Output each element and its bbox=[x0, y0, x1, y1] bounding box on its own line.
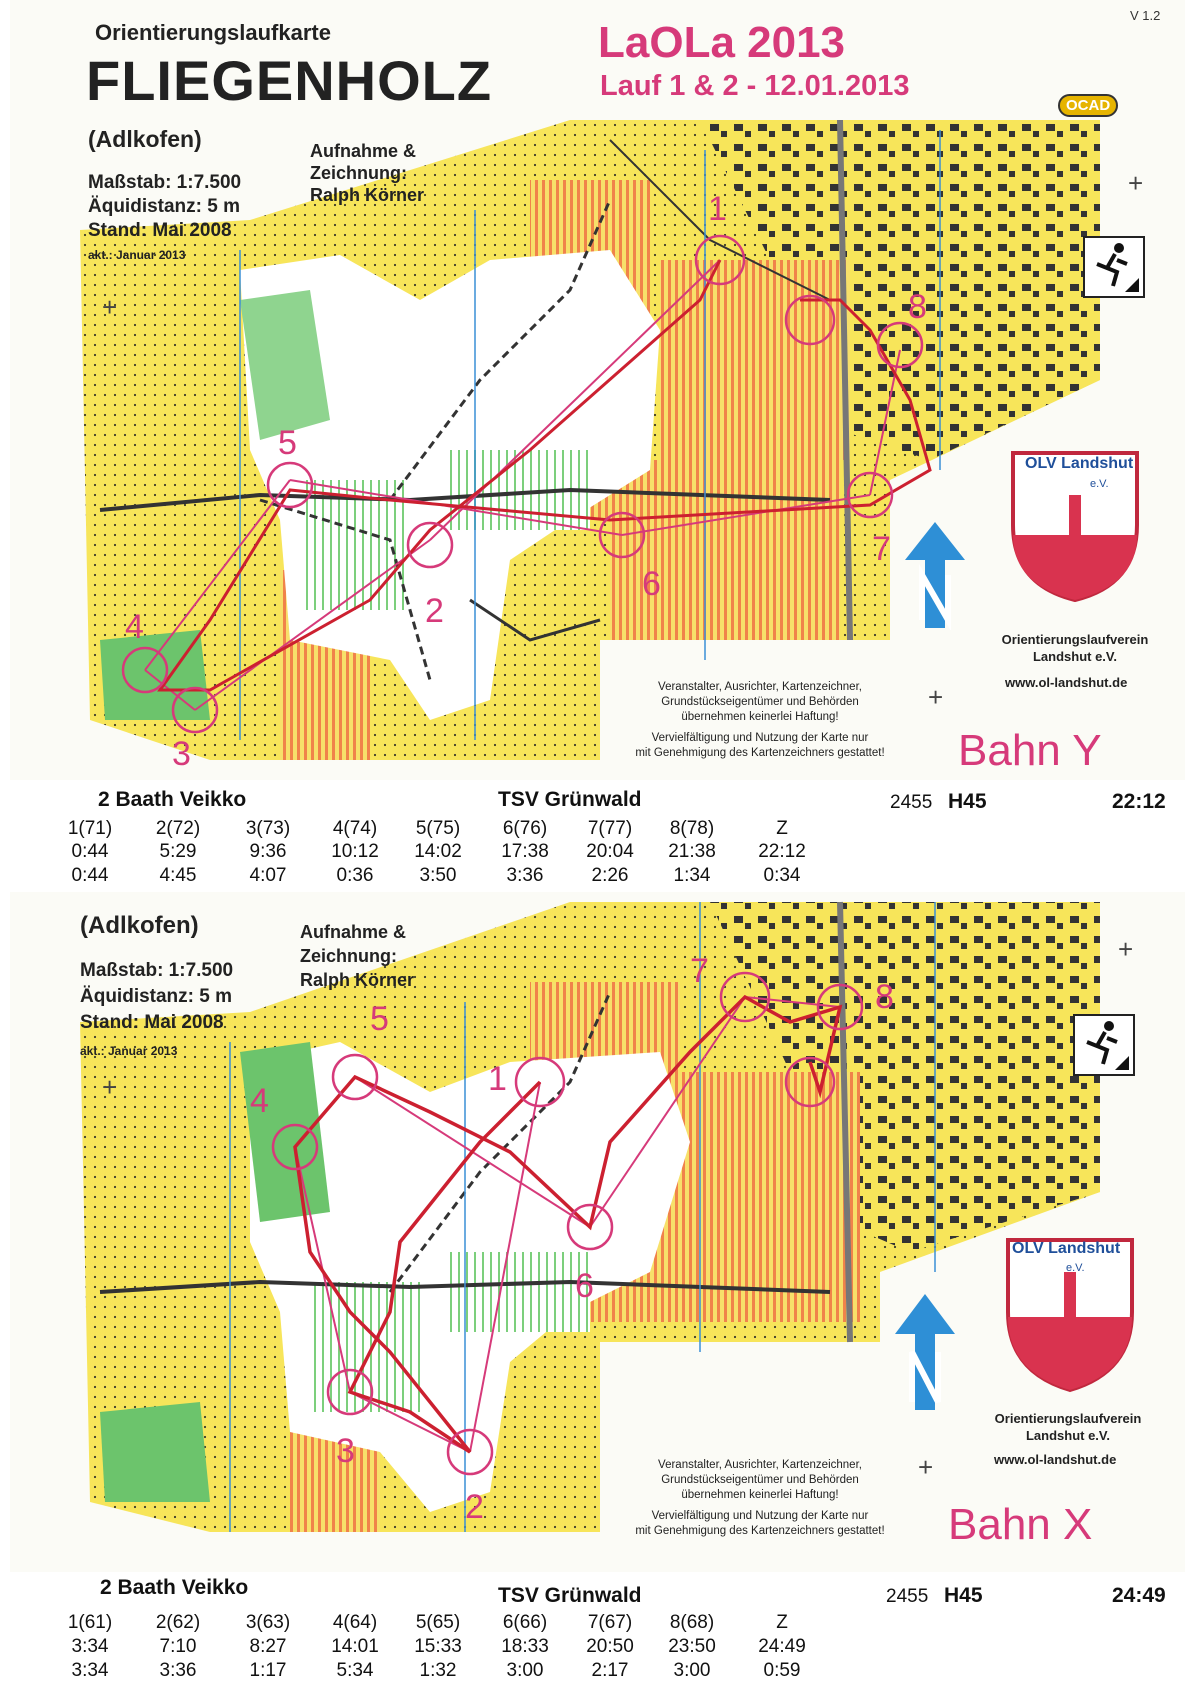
control-number: 3 bbox=[336, 1432, 355, 1470]
map-updated: akt.: Januar 2013 bbox=[88, 248, 186, 262]
ocad-logo-icon: OCAD bbox=[1058, 94, 1118, 117]
control-number: 7 bbox=[872, 530, 891, 568]
control-number: 5 bbox=[278, 424, 297, 462]
split-table-bottom bbox=[60, 1576, 1170, 1686]
runner-club: TSV Grünwald bbox=[498, 1584, 642, 1607]
plus-mark-icon: + bbox=[102, 1072, 118, 1102]
control-number: 6 bbox=[642, 565, 661, 603]
control-number: 2 bbox=[465, 1488, 484, 1526]
course-label: Bahn Y bbox=[958, 726, 1102, 775]
control-number: 8 bbox=[875, 978, 894, 1016]
map-updated: akt.: Januar 2013 bbox=[80, 1044, 178, 1058]
runner-club: TSV Grünwald bbox=[498, 788, 642, 811]
category: H45 bbox=[944, 1584, 983, 1607]
plus-mark-icon: + bbox=[1128, 168, 1144, 198]
split-leg-row: 3:34 3:36 1:17 5:34 1:32 3:00 2:17 3:00 0:59 bbox=[71, 1660, 801, 1681]
card-number: 2455 bbox=[886, 1586, 929, 1607]
runner-name: 2 Baath Veikko bbox=[98, 788, 247, 811]
total-time: 24:49 bbox=[1112, 1584, 1166, 1607]
card-number: 2455 bbox=[890, 792, 933, 813]
map-sheet-top bbox=[10, 0, 1185, 780]
club-ev: e.V. bbox=[1066, 1262, 1085, 1274]
event-subtitle: Lauf 1 & 2 - 12.01.2013 bbox=[600, 70, 910, 102]
map-scale: Maßstab: 1:7.500 bbox=[80, 960, 234, 981]
category: H45 bbox=[948, 790, 987, 813]
club-fullname: Orientierungslaufverein Landshut e.V. bbox=[994, 1411, 1142, 1443]
control-number: 6 bbox=[575, 1267, 594, 1305]
runner-icon bbox=[1073, 1014, 1135, 1076]
map-version: V 1.2 bbox=[1130, 8, 1161, 23]
club-fullname: Orientierungslaufverein Landshut e.V. bbox=[1001, 632, 1149, 664]
map-place: (Adlkofen) bbox=[88, 126, 202, 152]
control-number: 8 bbox=[908, 288, 927, 326]
plus-mark-icon: + bbox=[1118, 934, 1134, 964]
club-name: OLV Landshut bbox=[1025, 455, 1134, 472]
split-leg-row: 0:44 4:45 4:07 0:36 3:50 3:36 2:26 1:34 0:34 bbox=[71, 865, 801, 886]
split-codes-row: 1(61) 2(62) 3(63) 4(64) 5(65) 6(66) 7(67) 8(68) Z bbox=[67, 1612, 788, 1633]
survey-credit: Aufnahme & Zeichnung: Ralph Körner bbox=[310, 141, 425, 205]
map-stand: Stand: Mai 2008 bbox=[80, 1012, 224, 1033]
club-ev: e.V. bbox=[1090, 478, 1109, 490]
north-arrow-icon bbox=[900, 520, 970, 630]
event-title: LaOLa 2013 bbox=[598, 18, 846, 67]
control-number: 7 bbox=[690, 952, 709, 990]
club-url: www.ol-landshut.de bbox=[994, 1452, 1117, 1467]
club-name: OLV Landshut bbox=[1012, 1240, 1121, 1257]
plus-mark-icon: + bbox=[102, 292, 118, 322]
map-scale: Maßstab: 1:7.500 bbox=[88, 172, 242, 193]
map-stand: Stand: Mai 2008 bbox=[88, 220, 232, 241]
total-time: 22:12 bbox=[1112, 790, 1166, 813]
club-url: www.ol-landshut.de bbox=[1005, 675, 1128, 690]
control-number: 4 bbox=[125, 608, 144, 646]
plus-mark-icon: + bbox=[928, 682, 944, 712]
control-number: 5 bbox=[370, 1000, 389, 1038]
north-arrow-icon bbox=[890, 1292, 960, 1412]
split-cumulative-row: 0:44 5:29 9:36 10:12 14:02 17:38 20:04 21:38 22:12 bbox=[71, 841, 806, 862]
map-place: (Adlkofen) bbox=[80, 912, 199, 939]
map-sheet-bottom bbox=[10, 892, 1185, 1572]
map-title: FLIEGENHOLZ bbox=[86, 49, 493, 112]
runner-name: 2 Baath Veikko bbox=[100, 1576, 249, 1599]
split-cumulative-row: 3:34 7:10 8:27 14:01 15:33 18:33 20:50 23:50 24:49 bbox=[71, 1636, 806, 1657]
control-number: 4 bbox=[250, 1082, 269, 1120]
survey-credit: Aufnahme & Zeichnung: Ralph Körner bbox=[300, 922, 415, 990]
map-subtitle: Orientierungslaufkarte bbox=[95, 20, 331, 45]
runner-icon bbox=[1083, 236, 1145, 298]
course-label: Bahn X bbox=[948, 1500, 1093, 1549]
control-number: 3 bbox=[172, 735, 191, 773]
map-contour: Äquidistanz: 5 m bbox=[88, 196, 241, 217]
split-codes-row: 1(71) 2(72) 3(73) 4(74) 5(75) 6(76) 7(77) 8(78) Z bbox=[67, 818, 788, 839]
control-number: 1 bbox=[488, 1060, 507, 1098]
disclaimer: Veranstalter, Ausrichter, Kartenzeichner, Grundstückseigentümer und Behörden übernehmen keinerlei Haftung! Vervielfältigung und Nutzung der Karte nur mit Genehmigung des Kartenzeichners gestattet! bbox=[635, 1459, 885, 1537]
map-contour: Äquidistanz: 5 m bbox=[80, 986, 233, 1007]
control-number: 1 bbox=[708, 190, 727, 228]
plus-mark-icon: + bbox=[918, 1452, 934, 1482]
disclaimer: Veranstalter, Ausrichter, Kartenzeichner, Grundstückseigentümer und Behörden übernehmen keinerlei Haftung! Vervielfältigung und Nutzung der Karte nur mit Genehmigung des Kartenzeichners gestattet! bbox=[635, 681, 885, 759]
control-number: 2 bbox=[425, 592, 444, 630]
split-table-top bbox=[60, 788, 1170, 888]
